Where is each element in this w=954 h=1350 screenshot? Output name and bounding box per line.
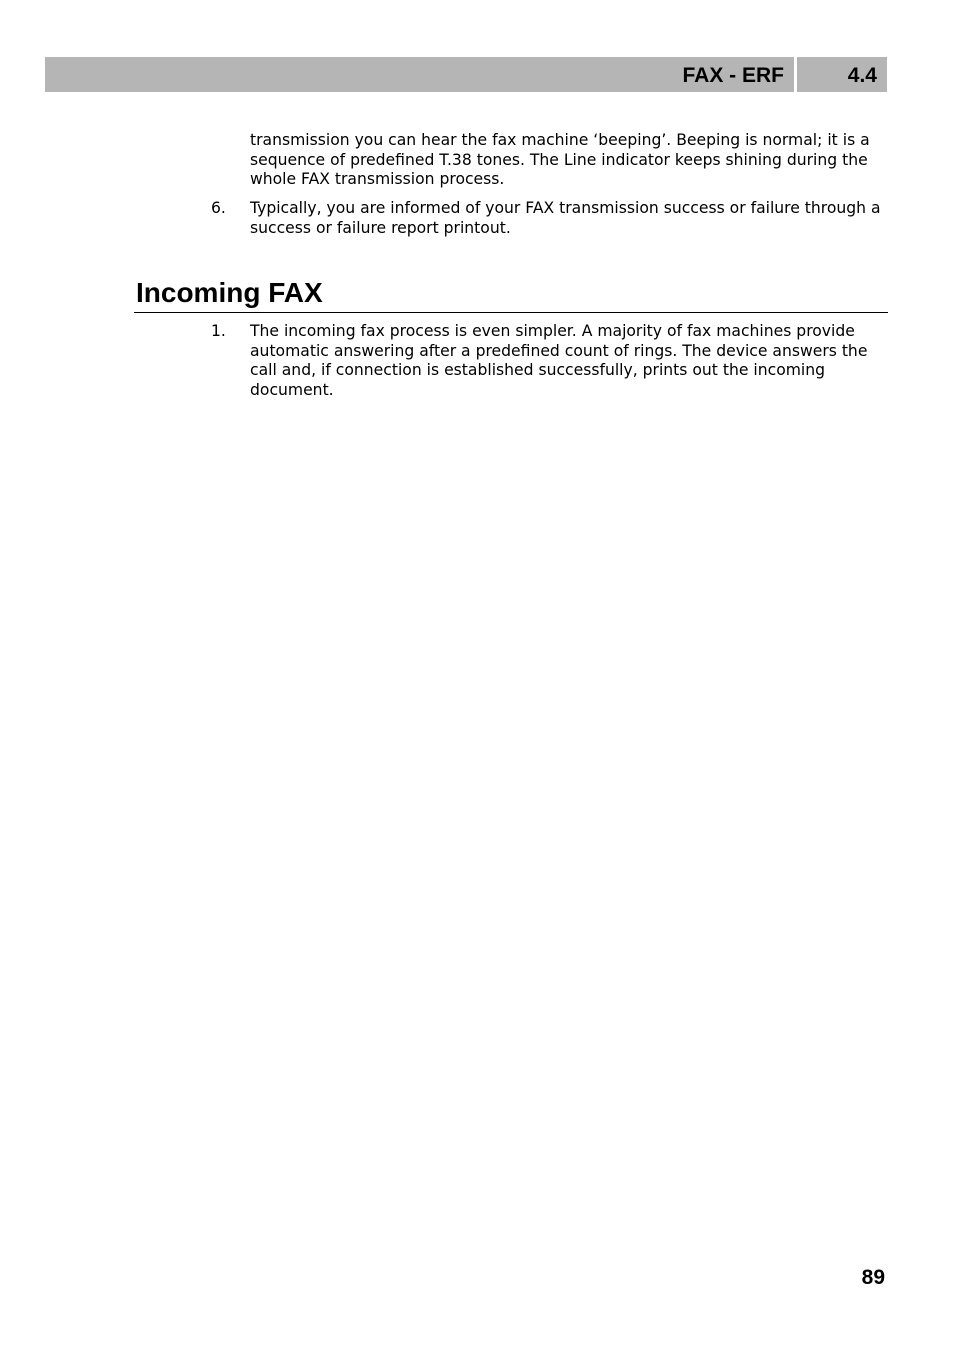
- list-item-text: The incoming fax process is even simpler. A majority of fax machines provide automatic answering after a predefined count of rings. The device answers the call and, if connection is established successfully, prints out the incoming document.: [250, 322, 868, 399]
- heading-underline: [134, 312, 888, 313]
- list-item-number: 6.: [211, 199, 226, 217]
- continued-paragraph: transmission you can hear the fax machine ‘beeping’. Beeping is normal; it is a sequence of predefined T.38 tones. The Line indicator keeps shining during the whole FAX transmission process.: [250, 131, 870, 189]
- section-heading: Incoming FAX: [136, 277, 323, 308]
- list-item-text: Typically, you are informed of your FAX transmission success or failure through a success or failure report printout.: [250, 199, 881, 237]
- chapter-title: FAX - ERF: [682, 64, 784, 87]
- section-number: 4.4: [847, 64, 877, 87]
- page-number: 89: [861, 1266, 885, 1289]
- list-item-number: 1.: [211, 322, 226, 340]
